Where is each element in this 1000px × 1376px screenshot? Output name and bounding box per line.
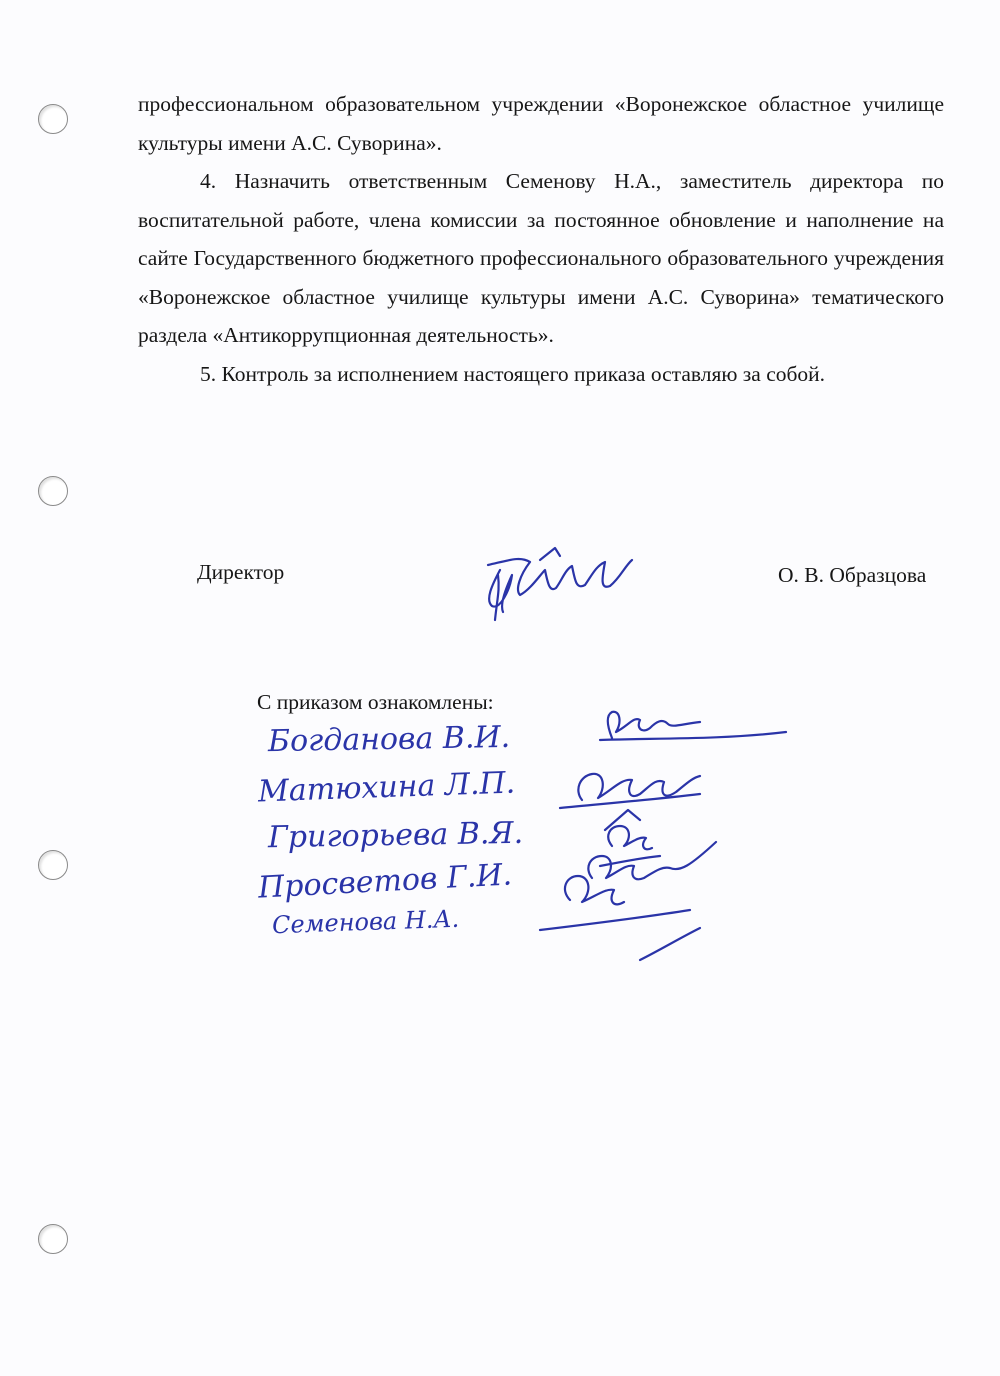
signature-3 [605, 810, 652, 849]
signer-name: Просветов Г.И. [257, 857, 513, 906]
paragraph-item-5: 5. Контроль за исполнением настоящего приказа оставляю за собой. [200, 361, 826, 386]
punch-hole [38, 850, 68, 880]
paragraph-item-4: 4. Назначить ответственным Семенову Н.А., заместитель директора по воспитательной работе, члена комиссии за постоянное обновление и наполнение на сайте Государственного бюджетного профессионального образовательного учреждения «Воронежское областное училище культуры имени А.С. Суворина» тематического раздела «Антикоррупционная деятельность». [138, 169, 944, 347]
signature-2 [560, 774, 700, 808]
signer-name: Семенова Н.А. [271, 904, 460, 940]
signature-1 [600, 712, 786, 740]
punch-hole [38, 104, 68, 134]
signer-name: Григорьева В.Я. [267, 815, 524, 856]
director-title: Директор [197, 560, 285, 584]
signer-name: Богданова В.И. [267, 719, 511, 760]
signature-5 [540, 876, 700, 960]
paragraph-continuation: профессиональном образовательном учреждении «Воронежское областное училище культуры имени А.С. Суворина». [138, 92, 944, 155]
punch-hole [38, 476, 68, 506]
signature-4 [588, 842, 716, 879]
director-signature [488, 548, 632, 620]
acknowledgement-heading: С приказом ознакомлены: [257, 690, 494, 714]
punch-hole [38, 1224, 68, 1254]
order-body [138, 85, 944, 393]
signer-name: Матюхина Л.П. [257, 765, 516, 810]
director-name: О. В. Образцова [778, 563, 927, 587]
